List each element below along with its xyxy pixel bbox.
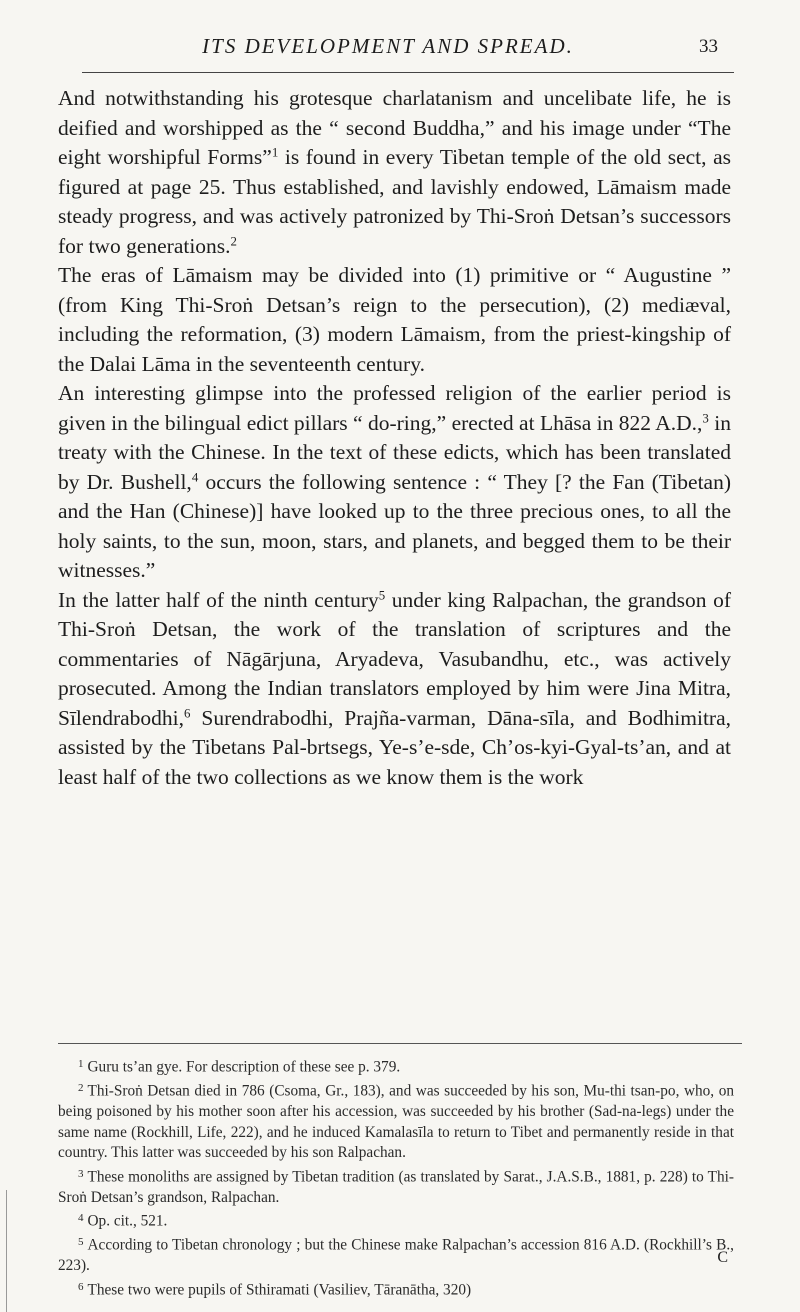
footnote: $^6$ These two were pupils of Sthiramati (Vasiliev, Tāranātha, 320) xyxy=(78,1280,472,1299)
footnote: $^3$ These monoliths are assigned by Tibetan tradition (as translated by Sarat., J.A.S.B., 1881, p. 228) to Thi-Sroṅ Detsan’s grandson, Ralpachan. xyxy=(58,1167,734,1206)
main-text xyxy=(58,84,731,792)
paragraph: The eras of Lāmaism may be divided into (1) primitive or “ Augustine ” (from King Thi-Sroṅ Detsan’s reign to the persecution), (2) mediæval, including the reformation, (3) modern Lāmaism, from the priest-kingship of the Dalai Lāma in the seventeenth century. xyxy=(58,263,731,376)
paragraph: In the latter half of the ninth century$^5$ under king Ralpachan, the grandson of Thi-Sroṅ Detsan, the work of the translation of scriptures and the commentaries of Nāgārjuna, Aryadeva, Vasubandhu, etc., was actively prosecuted. Among the Indian translators employed by him were Jina Mitra, Sīlendrabodhi,$^6$ Surendrabodhi, Prajña-varman, Dāna-sīla, and Bodhimitra, assisted by the Tibetans Pal-brtsegs, Ye-s’e-sde, Ch’os-kyi-Gyal-ts’an, and at least half of the two collections as we know them is the work xyxy=(58,587,732,789)
footnote: $^1$ Guru ts’an gye. For description of these see p. 379. xyxy=(78,1058,401,1076)
footnote-ref[interactable]: 2 xyxy=(230,233,237,248)
paragraph: And notwithstanding his grotesque charlatanism and uncelibate life, he is deified and worshipped as the “ second Buddha,” and his image under “The eight worshipful Forms”$^1$ is found in every Tibetan temple of the old sect, as figured at page 25. Thus established, and lavishly endowed, Lāmaism made steady progress, and was actively patronized by Thi-Sroṅ Detsan’s successors for two generations.$^2$ xyxy=(58,86,731,258)
footnote: $^4$ Op. cit., 521. xyxy=(78,1212,168,1230)
footnote: $^5$ According to Tibetan chronology ; but the Chinese make Ralpachan’s accession 816 A.D. (Rockhill’s B., 223). xyxy=(58,1236,734,1275)
footnote-ref[interactable]: 1 xyxy=(271,145,279,160)
footnote: $^2$ Thi-Sroṅ Detsan died in 786 (Csoma, Gr., 183), and was succeeded by his son, Mu-thi tsan-po, who, on being poisoned by his mother soon after his accession, was succeeded by his brother (Sad-na-legs) under the same name (Rockhill, Life, 222), and he induced Kamalasīla to return to Tibet and permanently reside in that country. This latter was succeeded by his son Ralpachan. xyxy=(58,1081,734,1162)
header-rule xyxy=(82,72,734,73)
footnotes xyxy=(58,1054,734,1301)
binding-edge xyxy=(6,1190,9,1312)
running-header xyxy=(58,34,718,68)
footnote-ref[interactable]: 6 xyxy=(184,705,191,720)
footnote-ref[interactable]: 3 xyxy=(702,410,709,425)
paragraph: An interesting glimpse into the professed religion of the earlier period is given in the bilingual edict pillars “ do-ring,” erected at Lhāsa in 822 A.D.,$^3$ in treaty with the Chinese. In the text of these edicts, which has been translated by Dr. Bushell,$^4$ occurs the following sentence : “ They [? the Fan (Tibetan) and the Han (Chinese)] have looked up to the three precious ones, to all the holy saints, to the sun, moon, stars, and planets, and begged them to be their witnesses.” xyxy=(58,381,731,582)
signature-mark: C xyxy=(717,1249,728,1266)
footnote-ref[interactable]: 5 xyxy=(378,587,386,602)
running-title: ITS DEVELOPMENT AND SPREAD. xyxy=(202,34,574,58)
page-number: 33 xyxy=(699,36,718,57)
footnote-rule xyxy=(58,1043,742,1044)
footnote-ref[interactable]: 4 xyxy=(191,469,199,484)
